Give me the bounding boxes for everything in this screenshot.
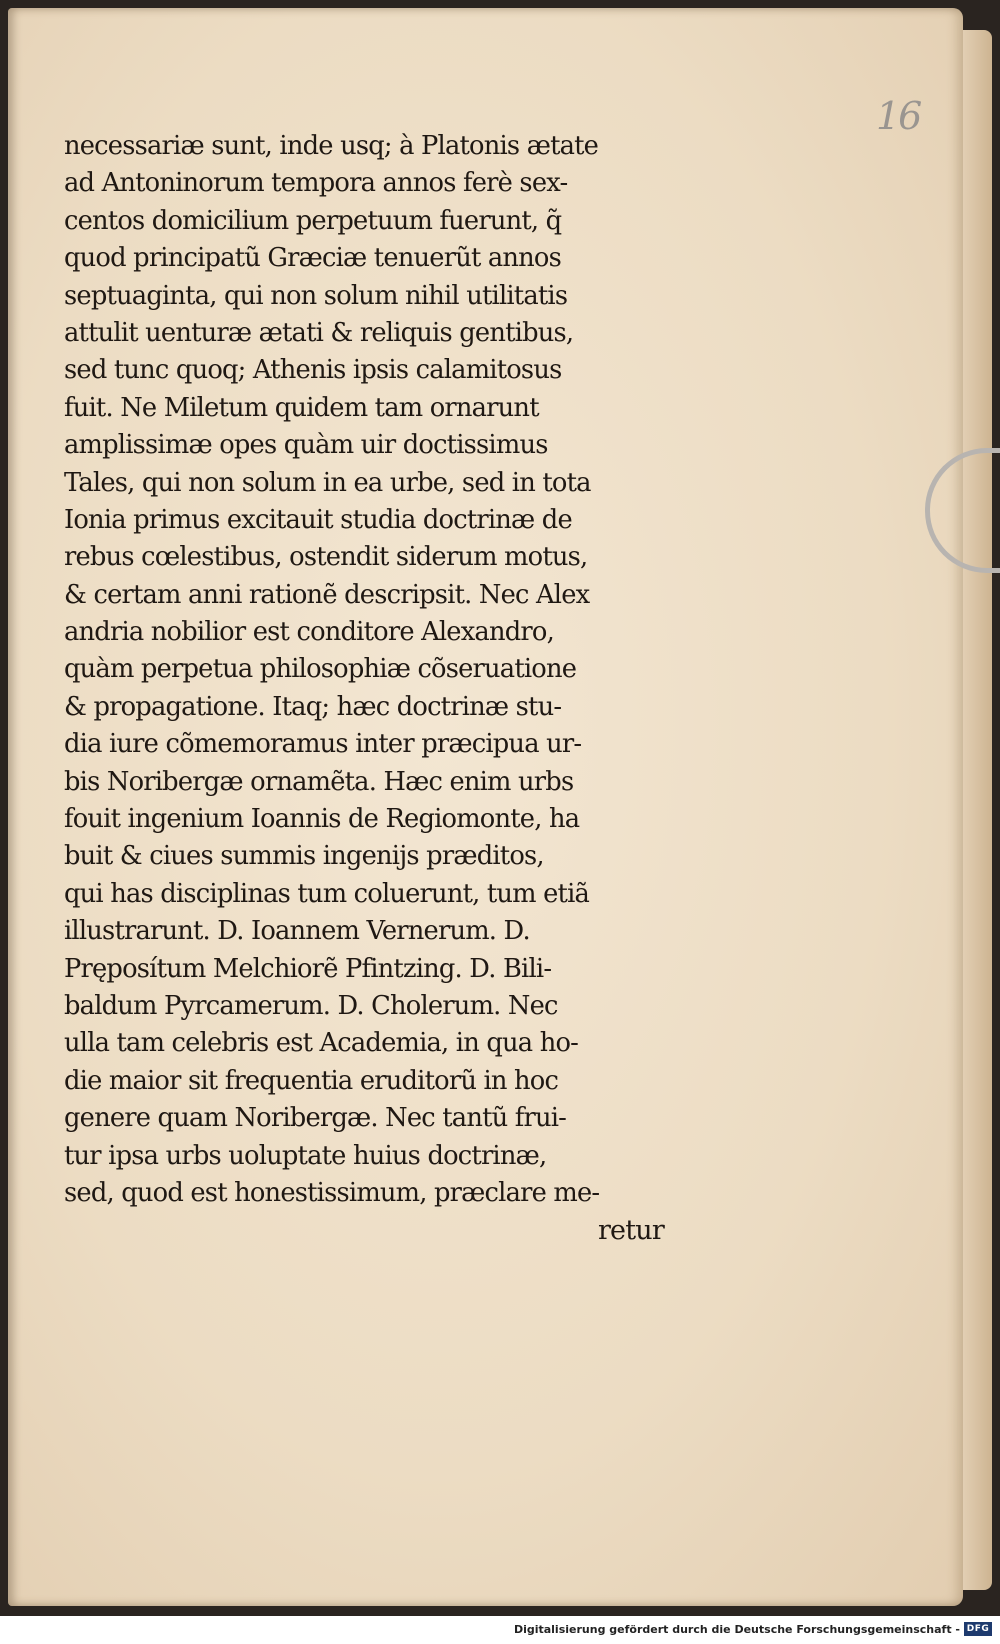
- text-line: ulla tam celebris est Academia, in qua ho-: [64, 1028, 579, 1059]
- text-block: [64, 128, 704, 1250]
- text-line: tur ipsa urbs uoluptate huius doctrinæ,: [64, 1140, 547, 1171]
- dfg-logo: DFG: [964, 1622, 992, 1636]
- text-line: andria nobilior est conditore Alexandro,: [64, 617, 554, 648]
- text-line: sed, quod est honestissimum, præclare me-: [64, 1177, 600, 1208]
- text-line: die maior sit frequentia eruditorũ in hoc: [64, 1065, 559, 1096]
- text-line: quod principatũ Græciæ tenuerũt annos: [64, 243, 562, 274]
- text-line: septuaginta, qui non solum nihil utilitatis: [64, 280, 568, 311]
- text-line: fouit ingenium Ioannis de Regiomonte, ha: [64, 804, 580, 835]
- text-line: rebus cœlestibus, ostendit siderum motus,: [64, 542, 588, 573]
- text-line: fuit. Ne Miletum quidem tam ornarunt: [64, 392, 539, 423]
- text-line: attulit uenturæ ætati & reliquis gentibus,: [64, 317, 574, 348]
- catchword: retur: [597, 1215, 664, 1247]
- text-line: baldum Pyrcamerum. D. Cholerum. Nec: [64, 990, 558, 1021]
- text-line: sed tunc quoq; Athenis ipsis calamitosus: [64, 355, 562, 386]
- text-line: genere quam Noribergæ. Nec tantũ frui-: [64, 1103, 567, 1134]
- folio-number: 16: [876, 94, 921, 138]
- text-line: Tales, qui non solum in ea urbe, sed in tota: [64, 467, 591, 498]
- text-line: & propagatione. Itaq; hæc doctrinæ stu-: [64, 691, 562, 722]
- footer-bar: [0, 1616, 1000, 1644]
- text-line: illustrarunt. D. Ioannem Vernerum. D.: [64, 916, 530, 947]
- text-line: qui has disciplinas tum coluerunt, tum etiã: [64, 878, 590, 909]
- text-line: Ionia primus excitauit studia doctrinæ de: [64, 504, 572, 535]
- text-line: bis Noribergæ ornamẽta. Hæc enim urbs: [64, 766, 574, 797]
- text-line: buit & ciues summis ingenijs præditos,: [64, 841, 544, 872]
- text-line: dia iure cõmemoramus inter præcipua ur-: [64, 729, 582, 760]
- text-line: amplissimæ opes quàm uir doctissimus: [64, 430, 548, 461]
- text-line: centos domicilium perpetuum fuerunt, q̃: [64, 205, 562, 236]
- footer-credit: Digitalisierung gefördert durch die Deutsche Forschungsgemeinschaft -: [513, 1623, 960, 1636]
- text-line: quàm perpetua philosophiæ cõseruatione: [64, 654, 577, 685]
- text-line: ad Antoninorum tempora annos ferè sex-: [64, 168, 568, 199]
- text-line: Pręposítum Melchiorẽ Pfintzing. D. Bili-: [64, 953, 552, 984]
- text-line: & certam anni rationẽ descripsit. Nec Alex: [64, 579, 590, 610]
- text-line: necessariæ sunt, inde usq; à Platonis ætate: [64, 131, 599, 161]
